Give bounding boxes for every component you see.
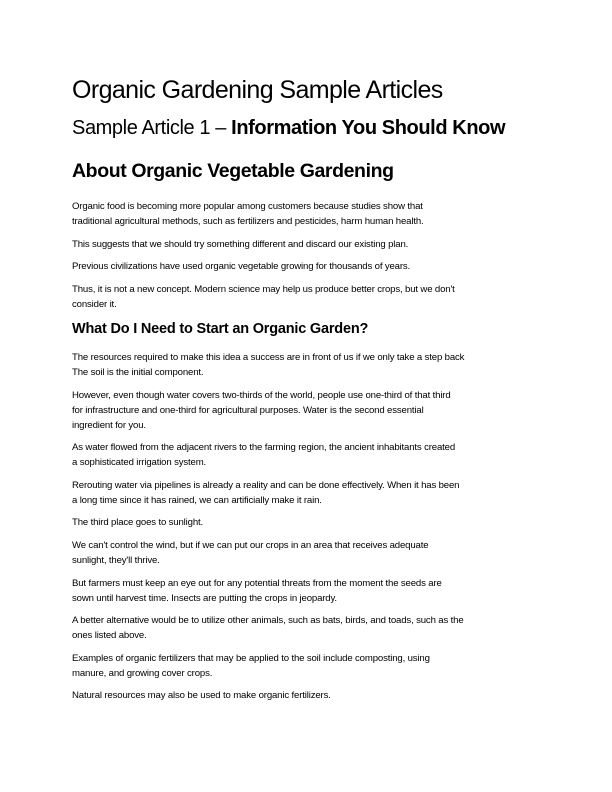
- paragraph: [72, 282, 455, 312]
- paragraph-line: Rerouting water via pipelines is already a reality and can be done effectively. When it has been: [72, 479, 460, 491]
- paragraph-line: a sophisticated irrigation system.: [72, 457, 207, 469]
- paragraph-line: consider it.: [72, 298, 117, 310]
- paragraph-line: a long time since it has rained, we can artificially make it rain.: [72, 494, 322, 506]
- paragraph-line: The third place goes to sunlight.: [72, 517, 204, 529]
- paragraph-line: Examples of organic fertilizers that may be applied to the soil include composting, using: [72, 652, 430, 664]
- paragraph-line: However, even though water covers two-thirds of the world, people use one-third of that third: [72, 389, 451, 401]
- paragraph: [72, 350, 464, 380]
- paragraph: [72, 613, 464, 643]
- paragraph-line: for infrastructure and one-third for agricultural purposes. Water is the second essential: [72, 404, 424, 416]
- paragraph-line: But farmers must keep an eye out for any potential threats from the moment the seeds are: [72, 577, 442, 589]
- paragraph-line: We can't control the wind, but if we can put our crops in an area that receives adequate: [72, 539, 429, 551]
- paragraph-line: A better alternative would be to utilize other animals, such as bats, birds, and toads, such as the: [72, 615, 464, 627]
- paragraph-line: sunlight, they'll thrive.: [72, 554, 160, 566]
- section-1-body: [72, 199, 455, 319]
- paragraph-line: The soil is the initial component.: [72, 367, 204, 378]
- paragraph-line: ingredient for you.: [72, 419, 146, 431]
- paragraph-line: Previous civilizations have used organic vegetable growing for thousands of years.: [72, 261, 411, 273]
- paragraph-line: Natural resources may also be used to make organic fertilizers.: [72, 690, 331, 702]
- paragraph-line: ones listed above.: [72, 630, 147, 642]
- paragraph-line: This suggests that we should try something different and discard our existing plan.: [72, 238, 409, 250]
- paragraph: [72, 388, 464, 433]
- paragraph-line: traditional agricultural methods, such as fertilizers and pesticides, harm human health.: [72, 216, 424, 227]
- paragraph: [72, 259, 455, 274]
- paragraph-line: manure, and growing cover crops.: [72, 667, 213, 679]
- paragraph: [72, 237, 455, 252]
- paragraph: [72, 440, 464, 470]
- article-subtitle: [72, 117, 505, 140]
- paragraph-line: As water flowed from the adjacent rivers to the farming region, the ancient inhabitants created: [72, 442, 456, 454]
- paragraph-line: Organic food is becoming more popular among customers because studies show that: [72, 201, 423, 212]
- paragraph: [72, 478, 464, 508]
- paragraph-line: The resources required to make this idea a success are in front of us if we only take a step back: [72, 352, 465, 363]
- paragraph: [72, 651, 464, 681]
- paragraph: [72, 576, 464, 606]
- paragraph: [72, 199, 455, 229]
- section-2-body: [72, 350, 464, 711]
- article-heading: About Organic Vegetable Gardening: [72, 160, 394, 182]
- paragraph: [72, 688, 464, 703]
- paragraph: [72, 515, 464, 530]
- section-heading: What Do I Need to Start an Organic Garden?: [72, 321, 369, 337]
- subtitle-prefix: Sample Article 1 –: [72, 117, 232, 139]
- paragraph-line: sown until harvest time. Insects are putting the crops in jeopardy.: [72, 592, 337, 604]
- paragraph: [72, 538, 464, 568]
- document-title: Organic Gardening Sample Articles: [72, 76, 443, 104]
- subtitle-bold: Information You Should Know: [231, 117, 506, 139]
- paragraph-line: Thus, it is not a new concept. Modern science may help us produce better crops, but we don't: [72, 283, 455, 295]
